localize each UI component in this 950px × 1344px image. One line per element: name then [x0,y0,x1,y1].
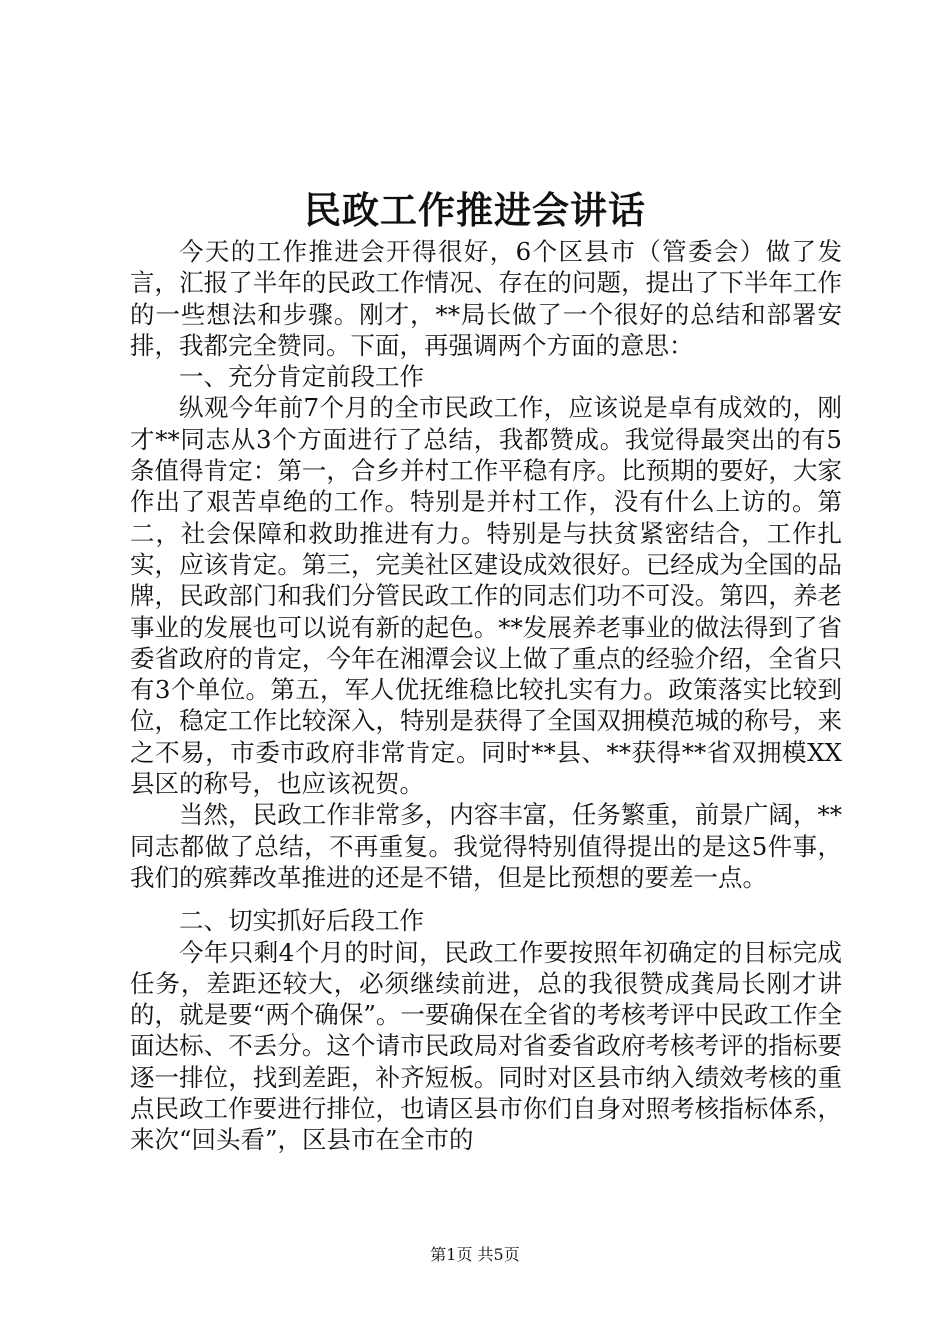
page-number-footer: 第1页 共5页 [430,1245,520,1264]
paragraph-supplement: 当然，民政工作非常多，内容丰富，任务繁重，前景广阔，**同志都做了总结，不再重复。我觉得特别值得提出的是这5件事，我们的殡葬改革推进的还是不错，但是比预想的要差一点。 [130,800,842,892]
paragraph-spacer [130,893,842,905]
document-body [130,236,842,1156]
paragraph-intro: 今天的工作推进会开得很好，6个区县市（管委会）做了发言，汇报了半年的民政工作情况、存在的问题，提出了下半年工作的一些想法和步骤。刚才，**局长做了一个很好的总结和部署安排，我都完全赞同。下面，再强调两个方面的意思： [130,237,842,360]
section-heading-1: 一、充分肯定前段工作 [179,362,424,392]
section-heading-2: 二、切实抓好后段工作 [179,906,424,936]
document-title: 民政工作推进会讲话 [304,188,646,232]
paragraph-plan: 今年只剩4个月的时间，民政工作要按照年初确定的目标完成任务，差距还较大，必须继续前进，总的我很赞成龚局长刚才讲的，就是要“两个确保”。一要确保在全省的考核考评中民政工作全面达标、不丢分。这个请市民政局对省委省政府考核考评的指标要逐一排位，找到差距，补齐短板。同时对区县市纳入绩效考核的重点民政工作要进行排位，也请区县市你们自身对照考核指标体系，来次“回头看”，区县市在全市的 [130,937,842,1155]
paragraph-review: 纵观今年前7个月的全市民政工作，应该说是卓有成效的，刚才**同志从3个方面进行了总结，我都赞成。我觉得最突出的有5条值得肯定：第一，合乡并村工作平稳有序。比预期的要好，大家作出了艰苦卓绝的工作。特别是并村工作，没有什么上访的。第二，社会保障和救助推进有力。特别是与扶贫紧密结合，工作扎实，应该肯定。第三，完美社区建设成效很好。已经成为全国的品牌，民政部门和我们分管民政工作的同志们功不可没。第四，养老事业的发展也可以说有新的起色。**发展养老事业的做法得到了省委省政府的肯定，今年在湘潭会议上做了重点的经验介绍，全省只有3个单位。第五，军人优抚维稳比较扎实有力。政策落实比较到位，稳定工作比较深入，特别是获得了全国双拥模范城的称号，来之不易，市委市政府非常肯定。同时**县、**获得**省双拥模XX县区的称号，也应该祝贺。 [130,393,842,799]
